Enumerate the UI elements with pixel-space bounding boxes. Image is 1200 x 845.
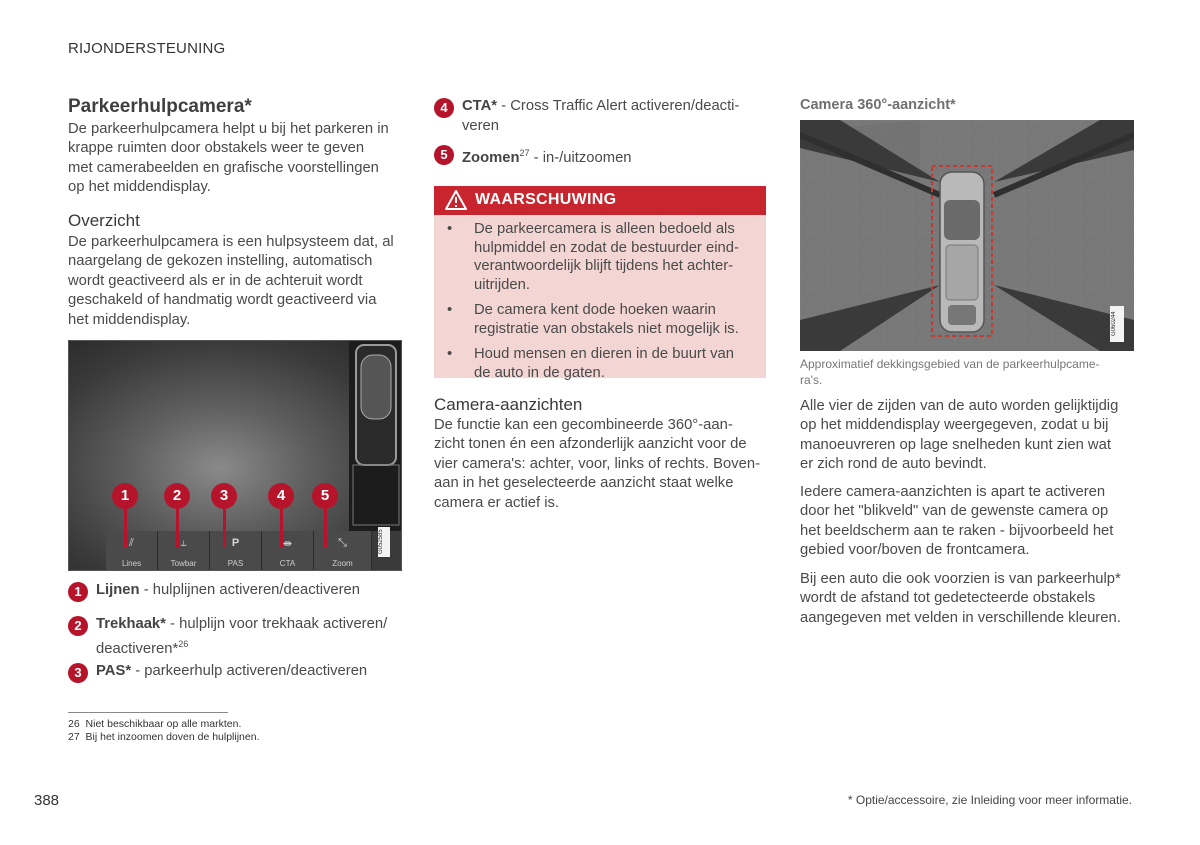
text-line: op het middendisplay.: [68, 179, 211, 196]
callout-4: 4: [268, 483, 294, 509]
item-text: Trekhaak* - hulplijn voor trekhaak activeren/ deactiveren*$^{26}$: [96, 616, 388, 657]
figure-caption: Approximatief dekkingsgebied van de parkeerhulpcame- ra's.: [800, 357, 1100, 387]
text-line: Iedere camera-aanzichten is apart te activeren: [800, 484, 1106, 500]
footnote: 27 Bij het inzoomen doven de hulplijnen.: [68, 731, 260, 743]
views-paragraph: [434, 416, 766, 513]
warning-title: WAARSCHUWING: [475, 191, 617, 208]
text-line: het middendisplay.: [68, 311, 191, 328]
text-line: er zich rond de auto bevindt.: [800, 456, 987, 473]
page-title: Parkeerhulpcamera*: [68, 96, 252, 117]
text-line: gebied voor/boven de frontcamera.: [800, 542, 1030, 559]
zoom-icon: ⤡: [338, 537, 347, 549]
button-label: Zoom: [332, 559, 353, 568]
button-label: PAS: [227, 559, 244, 568]
overview-paragraph: [68, 233, 403, 330]
car-360-topview-image: [800, 120, 1134, 351]
text-line: manoeuvreren op lage snelheden kunt zien wat: [800, 436, 1111, 453]
text-line: De parkeerhulpcamera is een hulpsysteem dat, al: [68, 234, 394, 250]
warning-box: [434, 186, 766, 381]
text-line: geschakeld of handmatig wordt geactiveerd via: [68, 292, 377, 309]
text-line: met camerabeelden en grafische voorstellingen: [68, 159, 379, 176]
view360-heading: Camera 360°-aanzicht*: [800, 97, 956, 113]
footnote-divider: [68, 712, 228, 713]
cta-icon: ⇼: [282, 538, 293, 550]
text-line: camera er actief is.: [434, 494, 559, 511]
text-line: het beeldscherm aan te raken - bijvoorbeeld het: [800, 522, 1114, 539]
warning-bullet: • Houd mensen en dieren in de buurt van de auto in de gaten.: [447, 345, 757, 382]
text-line: naargelang de gekozen instelling, automatisch: [68, 253, 373, 270]
text-line: op het middendisplay weergegeven, zodat u bij: [800, 417, 1109, 434]
list-item: [434, 143, 766, 165]
button-label: CTA: [279, 559, 296, 568]
list-item: [68, 661, 403, 683]
list-item: [68, 614, 403, 657]
pas-button[interactable]: [210, 531, 262, 571]
cta-button[interactable]: [262, 531, 314, 571]
callout-line: [176, 508, 179, 548]
warning-bullet: • De camera kent dode hoeken waarin registratie van obstakels niet mogelijk is.: [447, 301, 757, 338]
text-line: De parkeerhulpcamera helpt u bij het parkeren in: [68, 121, 389, 137]
callout-3: 3: [211, 483, 237, 509]
paragraph: [800, 483, 1134, 561]
camera-screen-illustration: [68, 340, 402, 571]
footnotes: [68, 718, 259, 744]
text-line: Bij een auto die ook voorzien is van parkeerhulp*: [800, 571, 1121, 587]
warning-header: [434, 186, 766, 215]
callout-5: 5: [312, 483, 338, 509]
towbar-button[interactable]: [158, 531, 210, 571]
text-line: krappe ruimten door obstakels weer te geven: [68, 140, 365, 157]
number-badge: 5: [434, 145, 454, 165]
item-text: Zoomen$^{27}$ - in-/uitzoomen: [462, 148, 632, 166]
intro-paragraph: [68, 120, 403, 198]
number-badge: 3: [68, 663, 88, 683]
warning-list: [447, 220, 757, 389]
text-line: Alle vier de zijden van de auto worden gelijktijdig: [800, 398, 1119, 414]
towbar-icon: ⥿: [180, 537, 187, 549]
image-code: G060244: [1111, 311, 1117, 337]
button-label: Lines: [121, 559, 142, 568]
paragraph: [800, 570, 1134, 628]
overview-heading: Overzicht: [68, 211, 140, 230]
list-item: [68, 580, 403, 602]
views-heading: Camera-aanzichten: [434, 395, 583, 414]
button-label: Towbar: [170, 559, 197, 568]
item-text: PAS* - parkeerhulp activeren/deactiveren: [96, 663, 368, 679]
text-line: wordt de afstand tot gedetecteerde obstakels: [800, 590, 1096, 607]
number-badge: 2: [68, 616, 88, 636]
callout-line: [223, 508, 226, 548]
paragraph: [800, 397, 1134, 475]
number-badge: 1: [68, 582, 88, 602]
footer-note: * Optie/accessoire, zie Inleiding voor meer informatie.: [847, 793, 1132, 807]
page-number: 388: [34, 792, 60, 809]
pas-icon: P: [231, 537, 240, 549]
image-code: G052585: [378, 527, 390, 557]
warning-bullet: • De parkeercamera is alleen bedoeld als hulpmiddel en zodat de bestuurder eind- verantwoordelijk blijft tijdens het achter- uitrijden.: [447, 220, 757, 294]
camera-360-illustration: [800, 120, 1134, 351]
item-text: Lijnen - hulplijnen activeren/deactiveren: [96, 582, 361, 598]
warning-triangle-icon: [445, 190, 467, 210]
list-item: [434, 96, 766, 136]
lines-icon: ⫽: [129, 537, 134, 549]
item-text: CTA* - Cross Traffic Alert activeren/deacti- veren: [462, 98, 740, 134]
callout-line: [324, 508, 327, 548]
text-line: zicht tonen én een afzonderlijk aanzicht voor de: [434, 436, 747, 453]
zoom-button[interactable]: [314, 531, 372, 571]
callout-line: [280, 508, 283, 548]
lines-button[interactable]: [106, 531, 158, 571]
running-header: RIJONDERSTEUNING: [68, 40, 226, 57]
text-line: wordt geactiveerd als er in de achteruit wordt: [68, 272, 363, 289]
text-line: De functie kan een gecombineerde 360°-aan-: [434, 417, 733, 433]
text-line: aan in het geselecteerde aanzicht staat welke: [434, 475, 734, 492]
number-badge: 4: [434, 98, 454, 118]
text-line: door het "blikveld" van de gewenste camera op: [800, 503, 1109, 520]
callout-2: 2: [164, 483, 190, 509]
footnote: 26 Niet beschikbaar op alle markten.: [68, 718, 242, 730]
text-line: aangegeven met velden in verschillende kleuren.: [800, 609, 1121, 626]
callout-line: [124, 508, 127, 548]
text-line: vier camera's: achter, voor, links of rechts. Boven-: [434, 455, 761, 472]
callout-1: 1: [112, 483, 138, 509]
